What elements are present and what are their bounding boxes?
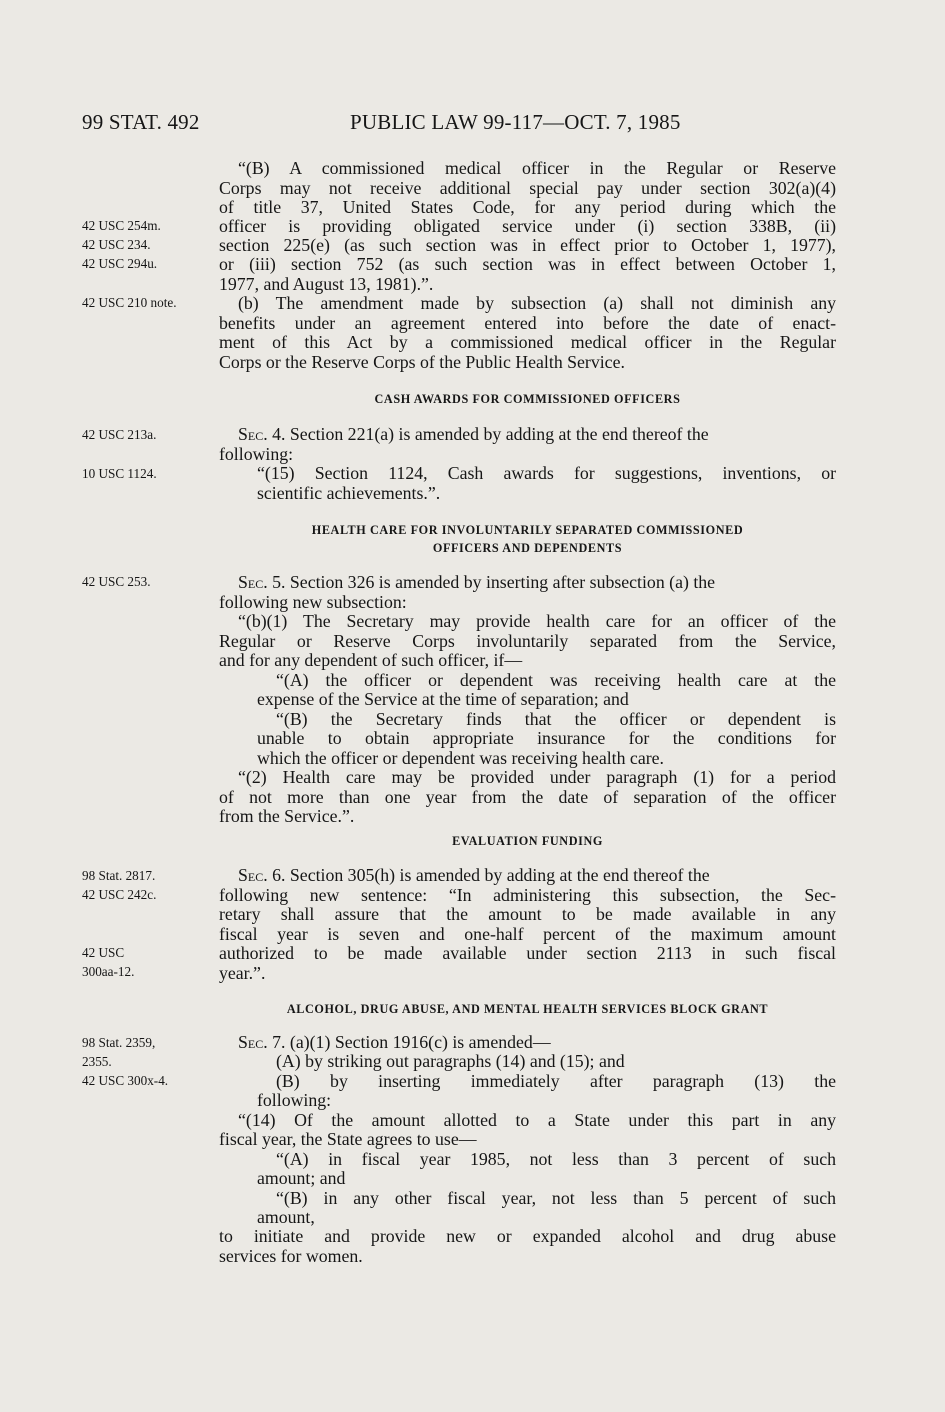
section-line [238, 572, 715, 592]
margin-note: 2355. [82, 1054, 112, 1069]
body-line: officer is providing obligated service under (i) section 338B, (ii) [219, 216, 836, 236]
body-line: scientific achievements.”. [257, 483, 441, 503]
body-line: following: [257, 1090, 332, 1110]
body-line: section 225(e) (as such section was in effect prior to October 1, 1977), [219, 235, 836, 255]
body-line: Corps may not receive additional special pay under section 302(a)(4) [219, 178, 836, 198]
body-line: “(15) Section 1124, Cash awards for suggestions, inventions, or [257, 463, 836, 483]
body-line: “(A) in fiscal year 1985, not less than 3 percent of such [276, 1149, 836, 1169]
section-text: . 4. Section 221(a) is amended by adding at the end thereof the [263, 424, 709, 444]
body-line: “(B) the Secretary finds that the officer or dependent is [276, 709, 836, 729]
margin-note: 42 USC [82, 945, 125, 960]
body-line: amount; and [257, 1168, 346, 1188]
section-label: Sec [238, 572, 264, 592]
body-line: and for any dependent of such officer, if— [219, 650, 523, 670]
body-line: authorized to be made available under section 2113 in such fiscal [219, 943, 836, 963]
body-line: “(b)(1) The Secretary may provide health care for an officer of the [238, 611, 836, 631]
body-line: “(B) in any other fiscal year, not less than 5 percent of such [276, 1188, 836, 1208]
section-label: Sec [238, 1032, 264, 1052]
margin-note: 10 USC 1124. [82, 466, 157, 481]
body-line: following: [219, 444, 294, 464]
margin-note: 42 USC 210 note. [82, 295, 177, 310]
section-line [238, 1032, 551, 1052]
section-heading: CASH AWARDS FOR COMMISSIONED OFFICERS [374, 392, 681, 406]
body-line: year.”. [219, 963, 266, 983]
body-line: “(2) Health care may be provided under paragraph (1) for a period [238, 767, 836, 787]
margin-note: 42 USC 294u. [82, 256, 158, 271]
body-line: expense of the Service at the time of separation; and [257, 689, 629, 709]
section-heading: EVALUATION FUNDING [452, 834, 603, 848]
body-line: retary shall assure that the amount to be made available in any [219, 904, 836, 924]
body-line: fiscal year is seven and one-half percent of the maximum amount [219, 924, 836, 944]
body-line: following new sentence: “In administering this subsection, the Sec- [219, 885, 836, 905]
body-line: 1977, and August 13, 1981).”. [219, 274, 434, 294]
section-heading-continued: OFFICERS AND DEPENDENTS [432, 541, 623, 555]
body-line: “(A) the officer or dependent was receiving health care at the [276, 670, 836, 690]
section-text: . 5. Section 326 is amended by inserting after subsection (a) the [263, 572, 716, 592]
section-heading: HEALTH CARE FOR INVOLUNTARILY SEPARATED COMMISSIONED [311, 523, 744, 537]
body-line: services for women. [219, 1246, 363, 1266]
body-line: benefits under an agreement entered into before the date of enact- [219, 313, 836, 333]
section-text: . 7. (a)(1) Section 1916(c) is amended— [263, 1032, 551, 1052]
body-line: following new subsection: [219, 592, 407, 612]
margin-note: 42 USC 253. [82, 574, 151, 589]
body-line: or (iii) section 752 (as such section was in effect between October 1, [219, 254, 836, 274]
body-line: Regular or Reserve Corps involuntarily separated from the Service, [219, 631, 836, 651]
body-line: of not more than one year from the date of separation of the officer [219, 787, 836, 807]
margin-note: 42 USC 234. [82, 237, 151, 252]
margin-note: 42 USC 213a. [82, 427, 157, 442]
section-label: Sec [238, 424, 264, 444]
body-line: to initiate and provide new or expanded alcohol and drug abuse [219, 1226, 836, 1246]
body-line: fiscal year, the State agrees to use— [219, 1129, 477, 1149]
body-line: amount, [257, 1207, 315, 1227]
margin-note: 98 Stat. 2359, [82, 1035, 156, 1050]
body-line: unable to obtain appropriate insurance for the conditions for [257, 728, 836, 748]
body-line: (B) by inserting immediately after paragraph (13) the [276, 1071, 836, 1091]
body-line: (b) The amendment made by subsection (a) shall not diminish any [238, 293, 836, 313]
section-label: Sec [238, 865, 264, 885]
margin-note: 98 Stat. 2817. [82, 868, 156, 883]
body-line: of title 37, United States Code, for any period during which the [219, 197, 836, 217]
body-line: (A) by striking out paragraphs (14) and (15); and [276, 1051, 625, 1071]
margin-note: 42 USC 300x-4. [82, 1073, 169, 1088]
margin-note: 300aa-12. [82, 964, 135, 979]
page-stat-citation: 99 STAT. 492 [82, 110, 200, 134]
body-line: ment of this Act by a commissioned medical officer in the Regular [219, 332, 836, 352]
margin-note: 42 USC 242c. [82, 887, 157, 902]
margin-note: 42 USC 254m. [82, 218, 161, 233]
body-line: “(14) Of the amount allotted to a State under this part in any [238, 1110, 836, 1130]
section-text: . 6. Section 305(h) is amended by adding at the end thereof the [263, 865, 710, 885]
section-line [238, 865, 710, 885]
body-line: Corps or the Reserve Corps of the Public Health Service. [219, 352, 625, 372]
section-line [238, 424, 709, 444]
page-title: PUBLIC LAW 99-117—OCT. 7, 1985 [350, 110, 681, 134]
body-line: from the Service.”. [219, 806, 355, 826]
section-heading: ALCOHOL, DRUG ABUSE, AND MENTAL HEALTH SERVICES BLOCK GRANT [286, 1002, 769, 1016]
body-line: “(B) A commissioned medical officer in the Regular or Reserve [238, 158, 836, 178]
body-line: which the officer or dependent was receiving health care. [257, 748, 664, 768]
